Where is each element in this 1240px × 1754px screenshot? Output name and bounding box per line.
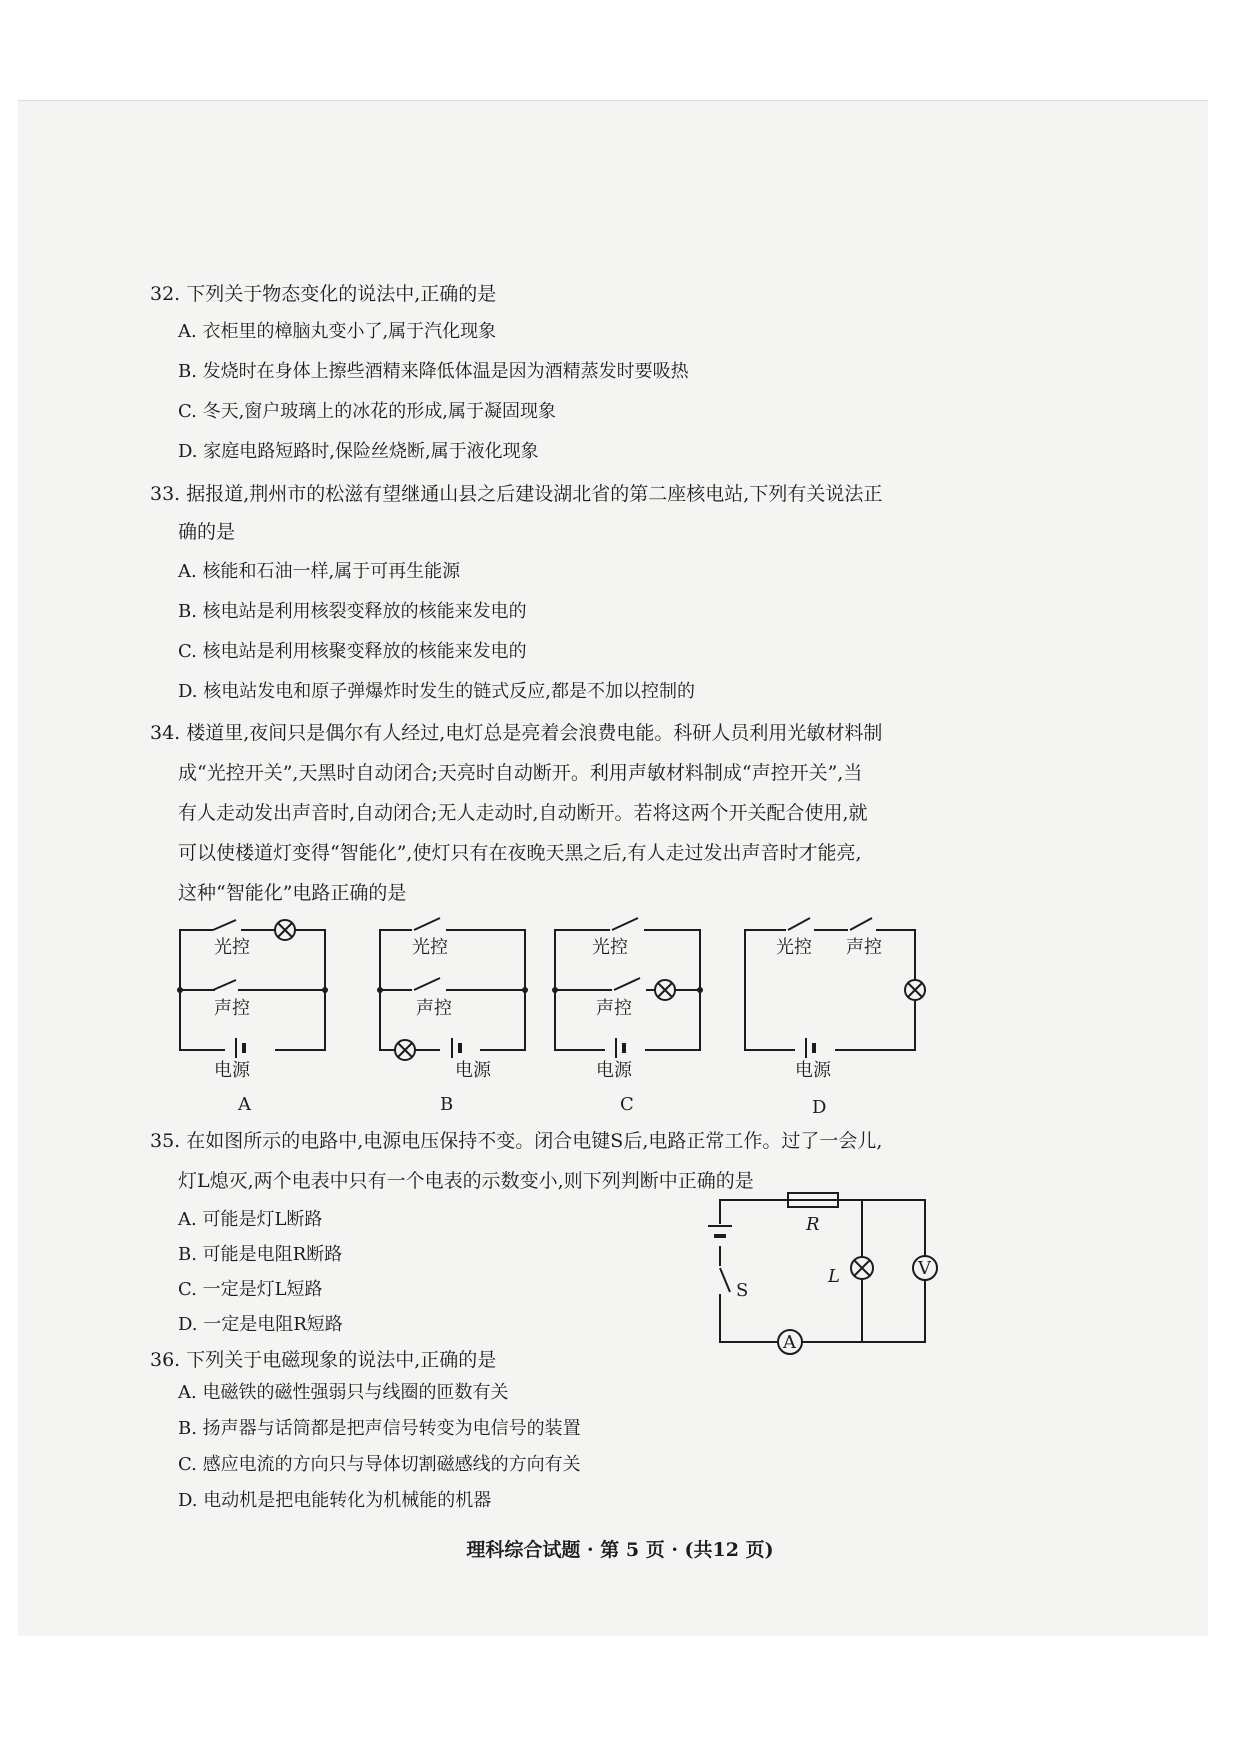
light-switch-label: 光控 [776,937,812,958]
circuit-letter: C [620,1094,634,1115]
q33-option-d: D. 核电站发电和原子弹爆炸时发生的链式反应,都是不加以控制的 [178,681,695,702]
lamp-icon [905,980,925,1000]
q32-option-d: D. 家庭电路短路时,保险丝烧断,属于液化现象 [178,441,539,462]
circuit-d [745,918,925,1118]
svg-text:A: A [783,1332,796,1353]
lamp-icon [851,1257,873,1279]
power-source-label: 电源 [214,1060,250,1081]
power-source-label: 电源 [455,1060,491,1081]
light-switch-label: 光控 [214,937,250,958]
sound-switch-label: 声控 [214,998,250,1019]
q33-option-b: B. 核电站是利用核裂变释放的核能来发电的 [178,601,527,622]
q36-option-a: A. 电磁铁的磁性强弱只与线圈的匝数有关 [178,1382,509,1403]
q32-option-a: A. 衣柜里的樟脑丸变小了,属于汽化现象 [178,321,497,342]
question-text: 下列关于物态变化的说法中,正确的是 [186,283,497,305]
question-number: 36. [150,1349,181,1371]
power-source-label: 电源 [596,1060,632,1081]
question-text: 在如图所示的电路中,电源电压保持不变。闭合电键S后,电路正常工作。过了一会儿, [186,1130,883,1152]
question-34-stem-line4: 可以使楼道灯变得“智能化”,使灯只有在夜晚天黑之后,有人走过发出声音时才能亮, [178,842,862,864]
circuit-a [177,920,328,1115]
circuit-letter: B [440,1094,454,1115]
question-text: 据报道,荆州市的松滋有望继通山县之后建设湖北省的第二座核电站,下列有关说法正 [186,483,883,505]
question-34-stem-line5: 这种“智能化”电路正确的是 [178,882,407,904]
q35-option-b: B. 可能是电阻R断路 [178,1244,343,1265]
circuit-letter: A [238,1094,251,1115]
question-33-stem-line2: 确的是 [178,521,236,543]
lamp-icon [275,920,295,940]
q36-option-d: D. 电动机是把电能转化为机械能的机器 [178,1490,492,1511]
page-footer: 理科综合试题 · 第 5 页 · (共12 页) [466,1539,774,1561]
circuit-c [552,918,703,1115]
circuit-b [377,918,528,1115]
lamp-label: L [828,1266,840,1287]
question-34-stem-line2: 成“光控开关”,天黑时自动闭合;天亮时自动断开。利用声敏材料制成“声控开关”,当 [178,762,863,784]
q33-option-c: C. 核电站是利用核聚变释放的核能来发电的 [178,641,527,662]
q33-option-a: A. 核能和石油一样,属于可再生能源 [178,561,461,582]
power-source-label: 电源 [795,1060,831,1081]
circuit-letter: D [812,1097,827,1118]
q36-option-c: C. 感应电流的方向只与导体切割磁感线的方向有关 [178,1454,581,1475]
question-text: 下列关于电磁现象的说法中,正确的是 [186,1349,497,1371]
q32-option-c: C. 冬天,窗户玻璃上的冰花的形成,属于凝固现象 [178,401,557,422]
sound-switch-label: 声控 [846,937,882,958]
voltmeter-icon [913,1256,937,1280]
svg-text:V: V [918,1258,931,1279]
question-35-stem-line2: 灯L熄灭,两个电表中只有一个电表的示数变小,则下列判断中正确的是 [178,1170,754,1192]
light-switch-label: 光控 [592,937,628,958]
q36-option-b: B. 扬声器与话筒都是把声信号转变为电信号的装置 [178,1418,581,1439]
q35-circuit-figure [708,1193,937,1354]
question-number: 32. [150,283,181,305]
sound-switch-label: 声控 [596,998,632,1019]
sound-switch-label: 声控 [416,998,452,1019]
q35-option-a: A. 可能是灯L断路 [178,1209,323,1230]
q32-option-b: B. 发烧时在身体上擦些酒精来降低体温是因为酒精蒸发时要吸热 [178,361,689,382]
question-35-stem-line1 [150,1122,882,1161]
question-number: 33. [150,483,181,505]
lamp-icon [395,1040,415,1060]
question-number: 35. [150,1130,181,1152]
resistor-label: R [806,1214,820,1235]
ammeter-icon [778,1330,802,1354]
q35-option-d: D. 一定是电阻R短路 [178,1314,343,1335]
q35-option-c: C. 一定是灯L短路 [178,1279,323,1300]
question-34-stem-line3: 有人走动发出声音时,自动闭合;无人走动时,自动断开。若将这两个开关配合使用,就 [178,802,868,824]
lamp-icon [655,980,675,1000]
switch-label: S [736,1280,749,1301]
question-number: 34. [150,722,181,744]
light-switch-label: 光控 [412,937,448,958]
question-text: 楼道里,夜间只是偶尔有人经过,电灯总是亮着会浪费电能。科研人员利用光敏材料制 [186,722,883,744]
